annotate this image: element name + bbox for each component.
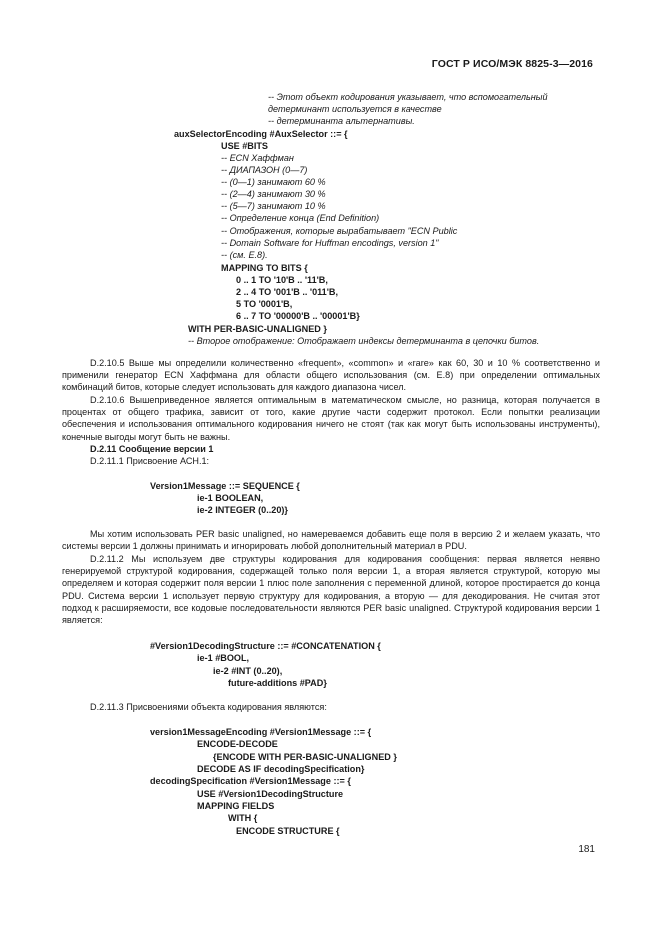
comment-line: -- Этот объект кодирования указывает, что вспомогательный: [268, 92, 548, 102]
page-number: 181: [578, 844, 595, 855]
code-line: future-additions #PAD}: [228, 678, 327, 688]
code-line: auxSelectorEncoding #AuxSelector ::= {: [174, 129, 348, 139]
comment-line: -- (5—7) занимают 10 %: [221, 201, 326, 211]
code-line: decodingSpecification #Version1Message ::= {: [150, 776, 351, 786]
paragraph-d2111: D.2.11.1 Присвоение АСН.1:: [90, 456, 210, 466]
comment-line: -- Определение конца (End Definition): [221, 213, 380, 223]
paragraph-d2105: D.2.10.5 Выше мы определили количественно «frequent», «common» и «rare» как 60, 30 и 10 % соответственно и применили генератор ECN Хаффмана для области общего использования (см. E.8) при определении оптимальных комбинаций битов, которые следует использовать для каждого диапазона чисел.: [62, 358, 600, 393]
code-line: MAPPING TO BITS {: [221, 263, 308, 273]
comment-line: -- Domain Software for Huffman encodings, version 1": [221, 238, 439, 248]
paragraph-d2113: D.2.11.3 Присвоениями объекта кодирования являются:: [90, 702, 327, 712]
code-line: 0 .. 1 TO '10'B .. '11'B,: [236, 275, 328, 285]
comment-line: -- ДИАПАЗОН (0—7): [221, 165, 308, 175]
code-line: 5 TO '0001'B,: [236, 299, 293, 309]
comment-line: -- Отображения, которые вырабатывает "ECN Public: [221, 226, 458, 236]
paragraph-d2106: D.2.10.6 Вышеприведенное является оптимальным в математическом смысле, но разница, которая получается в процентах от общего трафика, зависит от того, какие другие части содержит протокол. Если попытки реализации обеспечения и использования оптимального кодирования ничего не стоят (так как могут быть использованы инструменты), конечные выгоды могут быть не важны.: [62, 395, 600, 442]
comment-line: -- детерминанта альтернативы.: [268, 116, 415, 126]
code-line: DECODE AS IF decodingSpecification}: [197, 764, 365, 774]
code-line: 6 .. 7 TO '00000'B .. '00001'B}: [236, 311, 360, 321]
code-line: #Version1DecodingStructure ::= #CONCATENATION {: [150, 641, 381, 651]
paragraph-d2112: D.2.11.2 Мы используем две структуры кодирования для кодирования сообщения: первая является неявно генерируемой структурой кодирования, содержащей только поля версии 1, а вторая является структурой, которую мы определяем и которая содержит поля версии 1 плюс поле заполнения с переменной длиной, которое простирается до конца PDU. Система версии 1 использует первую структуру для кодирования, а вторую — для декодирования. Не считая этот подход к расширяемости, все кодовые последовательности являются PER basic unaligned. Структурой кодирования версии 1 является:: [62, 554, 600, 626]
code-line: USE #Version1DecodingStructure: [197, 789, 344, 799]
comment-line: -- ECN Хаффман: [221, 153, 294, 163]
code-line: Version1Message ::= SEQUENCE {: [150, 481, 300, 491]
comment-line: -- (0—1) занимают 60 %: [221, 177, 326, 187]
page-header: ГОСТ Р ИСО/МЭК 8825-3—2016: [431, 58, 593, 70]
code-line: ENCODE-DECODE: [197, 739, 278, 749]
code-line: USE #BITS: [221, 141, 268, 151]
code-line: version1MessageEncoding #Version1Message ::= {: [150, 727, 372, 737]
code-line: ie-2 #INT (0..20),: [213, 666, 283, 676]
code-line: 2 .. 4 TO '001'B .. '011'B,: [236, 287, 338, 297]
code-line: ie-1 #BOOL,: [197, 653, 250, 663]
code-line: MAPPING FIELDS: [197, 801, 275, 811]
code-line: ie-2 INTEGER (0..20)}: [197, 505, 288, 515]
comment-line: -- (2—4) занимают 30 %: [221, 189, 326, 199]
comment-line: детерминант используется в качестве: [268, 104, 442, 114]
comment-line: -- (см. E.8).: [221, 250, 268, 260]
code-line: {ENCODE WITH PER-BASIC-UNALIGNED }: [213, 752, 397, 762]
comment-line: -- Второе отображение: Отображает индексы детерминанта в цепочки битов.: [188, 336, 540, 346]
code-line: ie-1 BOOLEAN,: [197, 493, 264, 503]
section-title: D.2.11 Сообщение версии 1: [90, 444, 214, 454]
code-line: WITH {: [228, 813, 258, 823]
code-line: ENCODE STRUCTURE {: [236, 826, 340, 836]
code-line: WITH PER-BASIC-UNALIGNED }: [188, 324, 327, 334]
paragraph-hope: Мы хотим использовать PER basic unaligned, но намереваемся добавить еще поля в версию 2 и желаем указать, что системы версии 1 должны принимать и игнорировать любой дополнительный материал в PDU.: [62, 529, 600, 552]
